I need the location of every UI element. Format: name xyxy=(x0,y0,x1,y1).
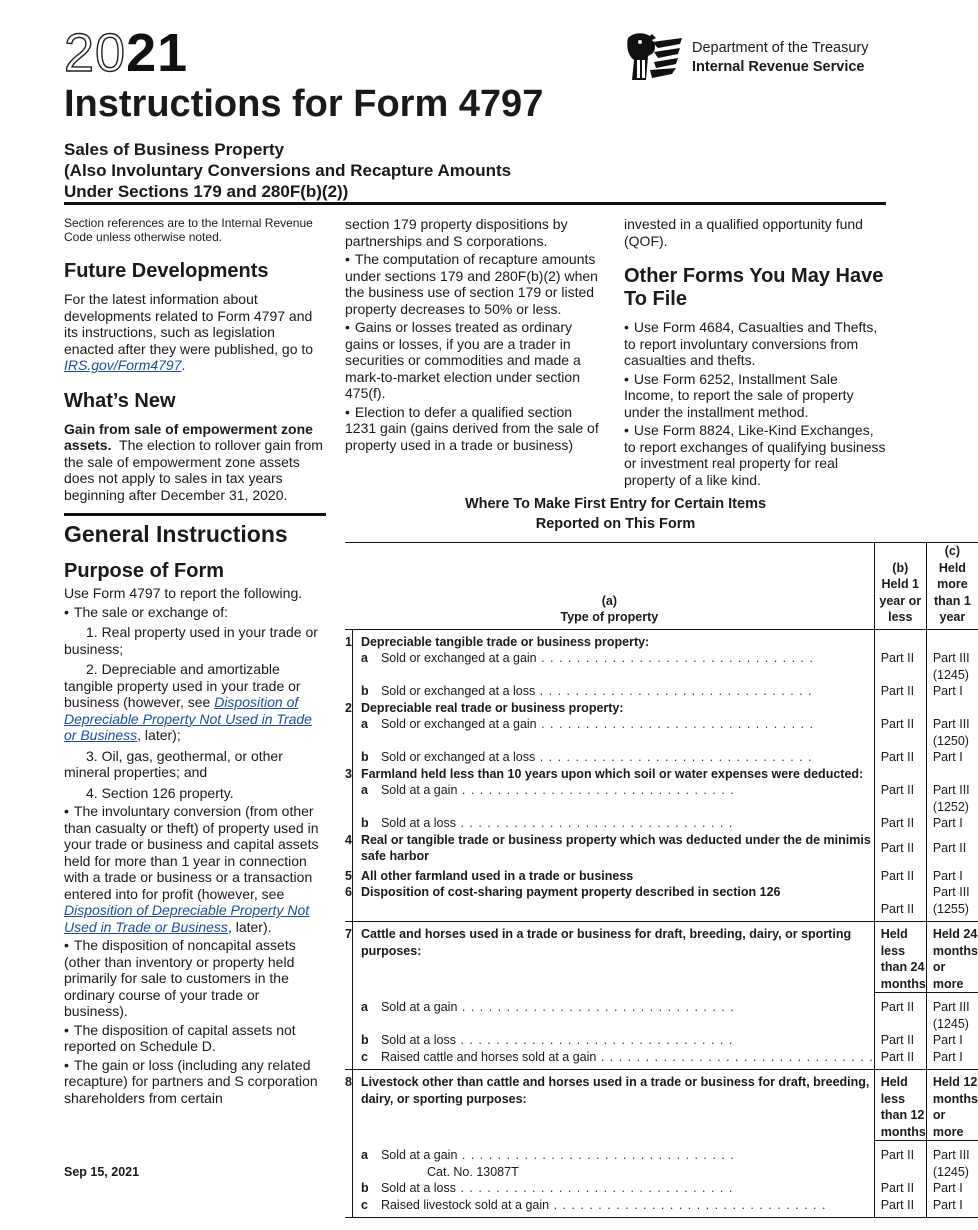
table-row: b Sold at a loss . . . Part II Part I xyxy=(345,815,978,832)
table-row: 2 Depreciable real trade or business property: xyxy=(345,700,978,717)
general-instructions-rule xyxy=(64,513,326,516)
table-row: a Sold or exchanged at a gain . . . Part II Part III (1245) xyxy=(345,650,978,683)
section-references-note: Section references are to the Internal Revenue Code unless otherwise noted. xyxy=(64,216,313,244)
list-item: • Use Form 8824, Like-Kind Exchanges, to report exchanges of qualifying business or investment real property for real property of a like kind. xyxy=(624,422,886,488)
table-row: c Raised livestock sold at a gain . . . Part II Part I xyxy=(345,1197,978,1218)
table-caption: Where To Make First Entry for Certain Items Reported on This Form xyxy=(464,496,767,532)
future-developments-text: For the latest information about developments related to Form 4797 and its instructions, such as legislation enacted after they were published, go to IRS.gov/Form4797. xyxy=(64,291,314,373)
list-item: • The disposition of noncapital assets (other than inventory or property held primarily for sale to customers in the ordinary course of your trade or business). xyxy=(64,937,326,1020)
other-forms-heading: Other Forms You May Have To File xyxy=(624,265,884,310)
agency-block xyxy=(622,30,869,86)
list-item: 1. Real property used in your trade or business; xyxy=(64,624,318,657)
purpose-intro: Use Form 4797 to report the following. xyxy=(64,585,303,601)
list-item: • The computation of recapture amounts under sections 179 and 280F(b)(2) when the business use of section 179 or listed property decreases to 50% or less. xyxy=(345,251,607,317)
table-row: b Sold or exchanged at a loss . . . Part II Part I xyxy=(345,683,978,700)
irs-eagle-logo-icon xyxy=(622,30,686,86)
list-item: 2. Depreciable and amortizable tangible property used in your trade or business (however, see Disposition of Depreciable Property Not Used in Trade or Business, later); xyxy=(64,661,312,743)
list-item: • The gain or loss (including any related recapture) for partners and S corporation shareholders from certain xyxy=(64,1057,326,1107)
list-item: • The involuntary conversion (from other than casualty or theft) of property used in your trade or business and capital assets held for more than 1 year in connection with a trade or business or a transaction entered into for profit (however, see Disposition of Depreciable Property Not Used in Trade or Business, later). xyxy=(64,803,326,935)
table-row: 4 Real or tangible trade or business property which was deducted under the de minimis safe harbor Part II Part II xyxy=(345,832,978,865)
general-instructions-heading: General Instructions xyxy=(64,521,288,547)
table-row: b Sold or exchanged at a loss . . . Part II Part I xyxy=(345,749,978,766)
agency-department: Department of the Treasury xyxy=(692,40,869,56)
form-subtitle: Sales of Business Property (Also Involuntary Conversions and Recapture Amounts Under Sections 179 and 280F(b)(2)) xyxy=(64,140,512,201)
list-item: • Use Form 4684, Casualties and Thefts, to report involuntary conversions from casualties and thefts. xyxy=(624,319,886,369)
page-title: Instructions for Form 4797 xyxy=(64,83,544,125)
list-item: • Election to defer a qualified section 1231 gain (gains derived from the sale of property used in a trade or business) xyxy=(345,404,607,454)
disposition-link[interactable]: Disposition of Depreciable Property Not Used in Trade or Business xyxy=(64,902,310,935)
footer-date: Sep 15, 2021 xyxy=(64,1165,140,1179)
table-header-row xyxy=(345,543,978,630)
purpose-of-form-heading: Purpose of Form xyxy=(64,560,225,582)
footer-catalog-number: Cat. No. 13087T xyxy=(427,1165,519,1179)
form-year: 2021 xyxy=(64,23,189,83)
table-row: b Sold at a loss . . . Part II Part I xyxy=(345,1032,978,1049)
table-row: a Sold or exchanged at a gain . . . Part II Part III (1250) xyxy=(345,716,978,749)
column-b-header: (b) Held 1 year or less xyxy=(874,543,926,630)
table-row: a Sold at a gain . . . Part II Part III (1245) xyxy=(345,993,978,1033)
list-item: • The disposition of capital assets not reported on Schedule D. xyxy=(64,1022,326,1055)
table-row: a Sold at a gain . . . Part II Part III (1245) xyxy=(345,1141,978,1181)
table-row: b Sold at a loss . . . Part II Part I xyxy=(345,1180,978,1197)
irs-form4797-link[interactable]: IRS.gov/Form4797 xyxy=(64,357,182,373)
column-c-header: (c) Held more than 1 year xyxy=(926,543,978,630)
first-entry-table xyxy=(345,542,978,1218)
empowerment-zone-text: Gain from sale of empowerment zone assets. The election to rollover gain from the sale of empowerment zone assets does not apply to sales in tax years beginning after December 31, 2020. xyxy=(64,420,323,503)
table-row: 7 Cattle and horses used in a trade or business for draft, breeding, dairy, or sporting purposes: Held less than 24 months Held 24 months or more xyxy=(345,922,978,993)
table-row: 8 Livestock other than cattle and horses used in a trade or business for draft, breeding, dairy, or sporting purposes: Held less than 12 months Held 12 months or more xyxy=(345,1070,978,1141)
continued-text: invested in a qualified opportunity fund (QOF). xyxy=(624,216,863,249)
list-item: 3. Oil, gas, geothermal, or other mineral properties; and xyxy=(64,747,283,780)
table-row: 5 All other farmland used in a trade or business Part II Part I xyxy=(345,865,978,885)
disposition-link[interactable]: Disposition of Depreciable Property Not Used in Trade or Business xyxy=(64,694,312,743)
continued-text: section 179 property dispositions by partnerships and S corporations. xyxy=(345,216,568,249)
table-row: 3 Farmland held less than 10 years upon which soil or water expenses were deducted: xyxy=(345,766,978,783)
whats-new-heading: What’s New xyxy=(64,389,176,412)
header-rule xyxy=(64,202,886,205)
column-1 xyxy=(64,216,326,1108)
agency-irs: Internal Revenue Service xyxy=(692,59,865,75)
table-row: a Sold at a gain . . . Part II Part III (1252) xyxy=(345,782,978,815)
list-item: • Gains or losses treated as ordinary gains or losses, if you are a trader in securities or commodities and made a mark-to-market election under section 475(f). xyxy=(345,319,607,402)
column-a-header: (a) Type of property xyxy=(345,543,874,630)
table-row: 6 Disposition of cost-sharing payment property described in section 126 Part II Part III (1255) xyxy=(345,884,978,922)
table-row: c Raised cattle and horses sold at a gain . . . Part II Part I xyxy=(345,1049,978,1070)
future-developments-heading: Future Developments xyxy=(64,260,269,282)
column-2 xyxy=(345,216,607,455)
list-item: 4. Section 126 property. xyxy=(86,784,234,801)
column-3 xyxy=(624,216,886,490)
list-item: • Use Form 6252, Installment Sale Income, to report the sale of property under the installment method. xyxy=(624,371,886,421)
table-row: 1 Depreciable tangible trade or business property: xyxy=(345,629,978,650)
list-item: • The sale or exchange of: xyxy=(64,604,326,621)
